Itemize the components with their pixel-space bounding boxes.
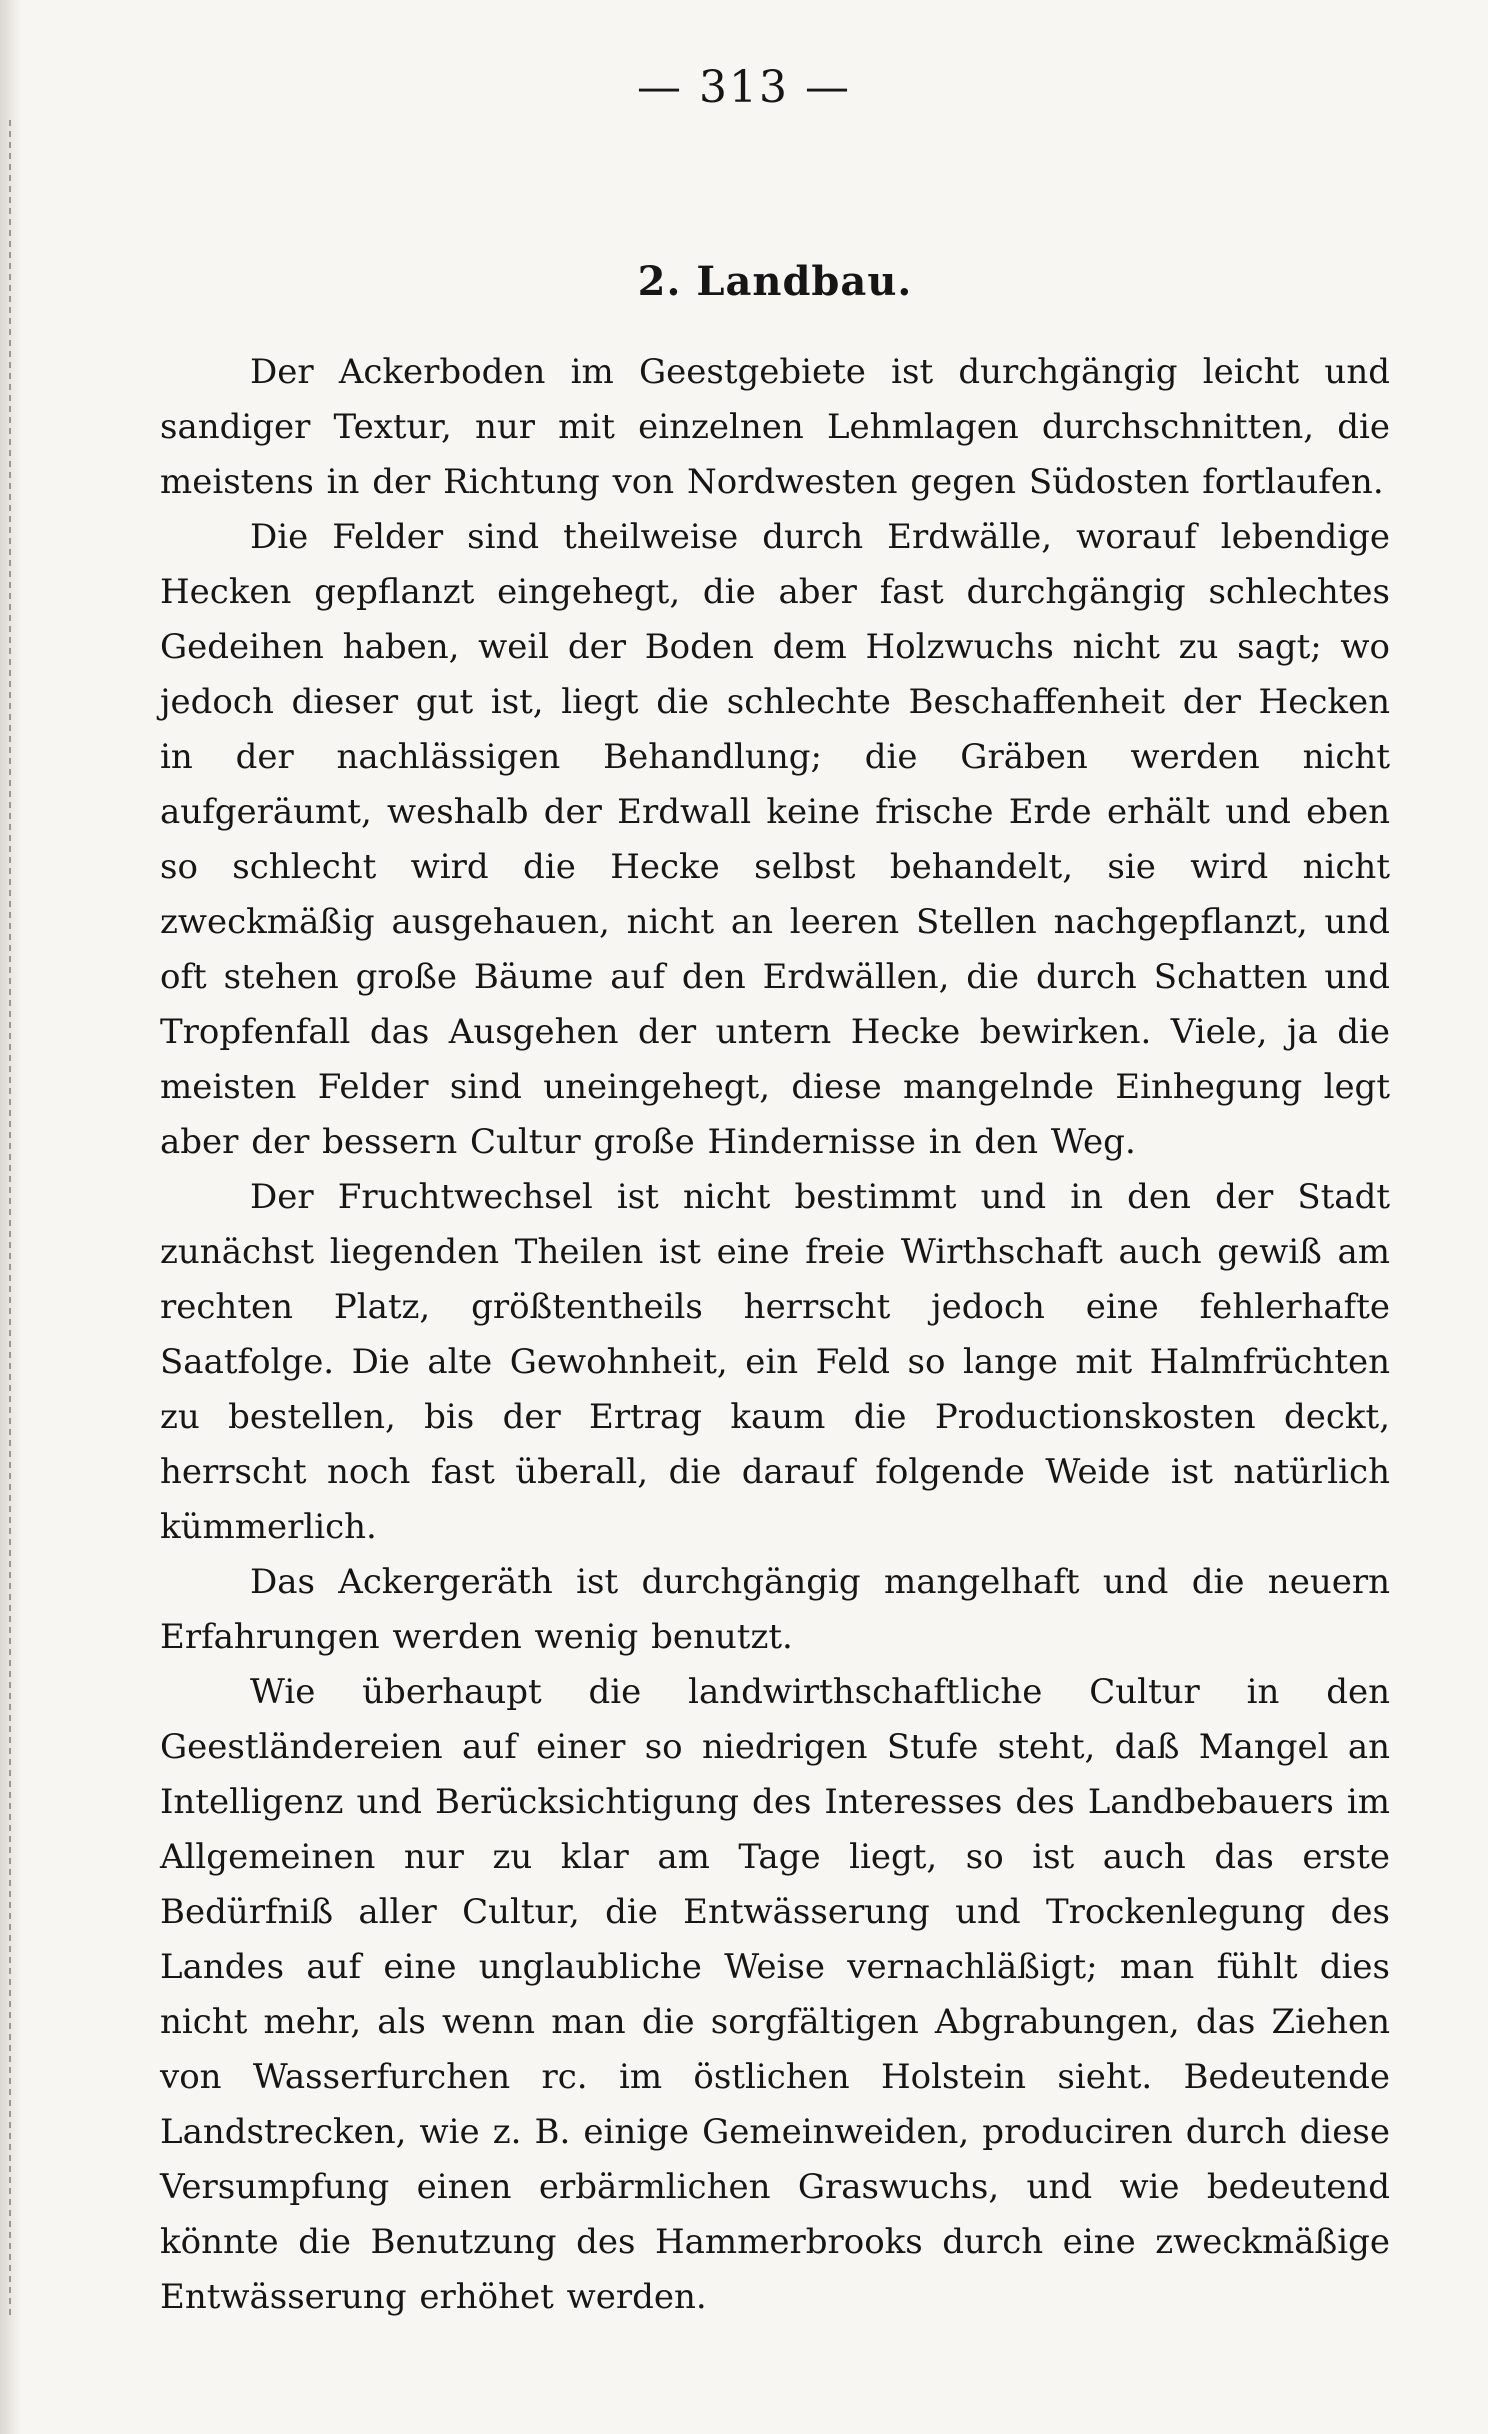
paragraph-4: Das Ackergeräth ist durchgängig mangelhaft und die neuern Erfahrungen werden wenig benutzt. bbox=[160, 1562, 1390, 1657]
page-number: — 313 — bbox=[637, 62, 851, 113]
section-title: 2. Landbau. bbox=[637, 258, 913, 305]
paragraph-3: Der Fruchtwechsel ist nicht bestimmt und in den der Stadt zunächst liegenden Theilen ist eine freie Wirthschaft auch gewiß am rechten Platz, größtentheils herrscht jedoch eine fehlerhafte Saatfolge. Die alte Gewohnheit, ein Feld so lange mit Halmfrüchten zu bestellen, bis der Ertrag kaum die Productionskosten deckt, herrscht noch fast überall, die darauf folgende Weide ist natürlich kümmerlich. bbox=[160, 1177, 1390, 1547]
paragraph-5: Wie überhaupt die landwirthschaftliche Cultur in den Geestländereien auf einer so niedrigen Stufe steht, daß Mangel an Intelligenz und Berücksichtigung des Interesses des Landbebauers im Allgemeinen nur zu klar am Tage liegt, so ist auch das erste Bedürfniß aller Cultur, die Entwässerung und Trockenlegung des Landes auf eine unglaubliche Weise vernachläßigt; man fühlt dies nicht mehr, als wenn man die sorgfältigen Abgrabungen, das Ziehen von Wasserfurchen rc. im östlichen Holstein sieht. Bedeutende Landstrecken, wie z. B. einige Gemeinweiden, produciren durch diese Versumpfung einen erbärmlichen Graswuchs, und wie bedeutend könnte die Benutzung des Hammerbrooks durch eine zweckmäßige Entwässerung erhöhet werden. bbox=[160, 1672, 1390, 2317]
paragraph-2: Die Felder sind theilweise durch Erdwälle, worauf lebendige Hecken gepflanzt eingehegt, die aber fast durchgängig schlechtes Gedeihen haben, weil der Boden dem Holzwuchs nicht zu sagt; wo jedoch dieser gut ist, liegt die schlechte Beschaffenheit der Hecken in der nachlässigen Behandlung; die Gräben werden nicht aufgeräumt, weshalb der Erdwall keine frische Erde erhält und eben so schlecht wird die Hecke selbst behandelt, sie wird nicht zweckmäßig ausgehauen, nicht an leeren Stellen nachgepflanzt, und oft stehen große Bäume auf den Erdwällen, die durch Schatten und Tropfenfall das Ausgehen der untern Hecke bewirken. Viele, ja die meisten Felder sind uneingehegt, diese mangelnde Einhegung legt aber der bessern Cultur große Hindernisse in den Weg. bbox=[160, 517, 1390, 1162]
page-content bbox=[160, 258, 1390, 2325]
page-binding-edge bbox=[0, 0, 22, 2434]
paragraph-1: Der Ackerboden im Geestgebiete ist durchgängig leicht und sandiger Textur, nur mit einzelnen Lehmlagen durchschnitten, die meistens in der Richtung von Nordwesten gegen Südosten fortlaufen. bbox=[160, 352, 1390, 502]
